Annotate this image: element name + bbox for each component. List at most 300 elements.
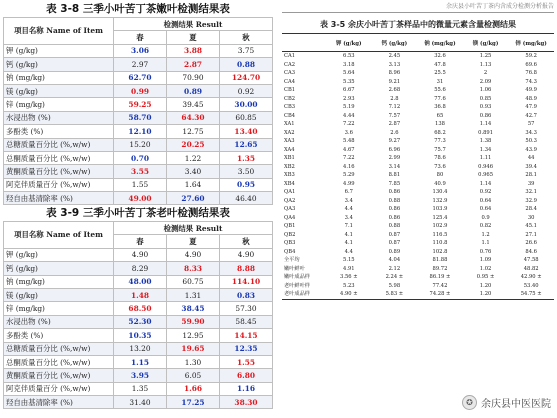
table-cell: 4.90 ±	[340, 291, 358, 298]
table-cell: 76.8	[525, 70, 537, 77]
table-cell: 6.05	[167, 369, 220, 382]
table-cell: 89.72	[432, 265, 448, 272]
table-cell: 42.7	[525, 112, 537, 119]
table-row	[4, 125, 273, 138]
table-cell: 1.22	[167, 151, 220, 164]
wechat-official-account-icon: ✪	[462, 395, 477, 410]
table-cell: 1.25	[479, 53, 492, 60]
table-cell: 48.00	[114, 275, 167, 288]
table-cell: 4.04	[388, 257, 401, 264]
table-row	[4, 302, 273, 315]
table-cell: 103.9	[432, 206, 448, 213]
table-cell: 4.90	[220, 248, 273, 261]
row-label: 多酚类 (%)	[4, 125, 114, 138]
table-cell: 28.1	[525, 172, 537, 179]
table-cell: 12.35	[220, 342, 273, 355]
table-cell: 0.89	[167, 84, 220, 97]
table-cell: 110.8	[432, 240, 448, 247]
table-cell: 48.9	[525, 95, 537, 102]
table-cell: 5.48	[343, 138, 355, 145]
row-label: QA1	[284, 189, 296, 196]
table-cell: 130.4	[432, 189, 448, 196]
table-cell: 60.85	[220, 111, 273, 124]
row-label: XA1	[284, 121, 295, 128]
table-cell: 0.87	[388, 240, 401, 247]
table-cell: 0.965	[478, 172, 493, 179]
table-cell: 0.86	[388, 214, 401, 221]
table-cell: 58.45	[220, 315, 273, 328]
table-row	[282, 86, 554, 95]
table-cell: 40.9	[434, 180, 446, 187]
row-label: CA2	[284, 61, 296, 68]
table-cell: 55.6	[434, 87, 446, 94]
watermark	[462, 395, 551, 410]
table-cell: 30	[527, 214, 535, 221]
row-label: 羟自由基清除率 (%)	[4, 192, 114, 205]
table-cell: 3.14	[388, 163, 401, 170]
season-summer: 夏	[167, 31, 220, 44]
table-cell: 59.25	[114, 98, 167, 111]
table-row	[4, 98, 273, 111]
table-cell: 0.86	[479, 112, 492, 119]
row-label: 总酮质量百分比 (%,w/w)	[4, 355, 114, 368]
table-cell: 2.09	[479, 78, 492, 85]
table-cell: 31	[436, 78, 444, 85]
table-cell: 32.6	[434, 53, 446, 60]
table-row	[4, 44, 273, 57]
table-cell: 9.27	[388, 138, 401, 145]
table-cell: 57.30	[220, 302, 273, 315]
table-cell: 0.89	[388, 248, 401, 255]
table-cell: 3.56 ±	[340, 274, 358, 281]
row-label: 钙 (g/kg)	[4, 58, 114, 71]
table-cell: 2.24 ±	[385, 274, 404, 281]
season-autumn: 秋	[220, 31, 273, 44]
table-3-9-panel	[3, 206, 273, 409]
table-row	[4, 382, 273, 395]
table-cell: 6.80	[220, 369, 273, 382]
season-autumn: 秋	[220, 235, 273, 248]
table-3-5	[282, 33, 554, 300]
table-3-9-body	[4, 248, 273, 409]
table-cell: 1.35	[114, 382, 167, 395]
table-row	[282, 248, 554, 257]
table-cell: 1.64	[167, 178, 220, 191]
table-cell: 0.946	[478, 163, 493, 170]
table-cell: 0.891	[478, 129, 493, 136]
table-cell: 0.93	[479, 104, 492, 111]
table-cell: 1.55	[220, 355, 273, 368]
table-row	[282, 231, 554, 240]
table-cell: 3.95	[114, 369, 167, 382]
table-3-8-body	[4, 44, 273, 205]
table-cell: 5.19	[343, 104, 355, 111]
col-header: 钙 (g/kg)	[372, 34, 418, 52]
table-cell: 4.99	[343, 180, 355, 187]
table-cell: 4.90	[114, 248, 167, 261]
table-cell: 65	[436, 112, 444, 119]
table-row	[282, 222, 554, 231]
table-row	[282, 180, 554, 189]
table-row	[4, 342, 273, 355]
table-cell: 4.1	[344, 240, 353, 247]
row-label: 嫩叶鲜叶	[284, 265, 305, 272]
table-cell: 3.4	[344, 214, 353, 221]
table-row	[4, 275, 273, 288]
row-label: CA1	[284, 53, 296, 60]
table-cell: 0.88	[388, 197, 401, 204]
table-row	[282, 95, 554, 104]
table-row	[282, 154, 554, 163]
row-label: 总糖质量百分比 (%,w/w)	[4, 138, 114, 151]
table-cell: 2.97	[114, 58, 167, 71]
table-row	[282, 188, 554, 197]
row-label: XB3	[284, 172, 295, 179]
table-row	[4, 369, 273, 382]
table-cell: 6.7	[344, 189, 353, 196]
table-row	[282, 290, 554, 299]
table-row	[4, 288, 273, 301]
row-label: CA4	[284, 78, 296, 85]
row-label: 锌 (mg/kg)	[4, 302, 114, 315]
table-cell: 77.42	[432, 282, 448, 289]
table-cell: 114.10	[220, 275, 273, 288]
table-cell: 5.83 ±	[385, 291, 404, 298]
table-3-5-header-row	[282, 34, 554, 52]
row-label: XA4	[284, 146, 295, 153]
table-cell: 4.91	[343, 265, 355, 272]
table-cell: 1.31	[167, 288, 220, 301]
table-cell: 45.1	[525, 223, 537, 230]
table-row	[282, 239, 554, 248]
table-cell: 1.30	[167, 355, 220, 368]
table-cell: 84.6	[525, 248, 537, 255]
table-cell: 48.82	[523, 265, 539, 272]
table-cell: 102.9	[432, 223, 448, 230]
row-label: 水浸出物 (%)	[4, 111, 114, 124]
row-label: 黄酮质量百分比 (%,w/w)	[4, 369, 114, 382]
table-cell: 3.75	[220, 44, 273, 57]
table-cell: 8.29	[114, 262, 167, 275]
table-cell: 0.82	[479, 223, 492, 230]
row-label: 钙 (g/kg)	[4, 262, 114, 275]
table-row	[282, 265, 554, 274]
table-cell: 28.4	[525, 206, 537, 213]
table-cell: 59.90	[167, 315, 220, 328]
table-3-5-panel	[282, 2, 554, 300]
report-header-note: 余庆县小叶苦丁茶内含成分检测分析报告	[282, 2, 554, 13]
table-cell: 0.92	[220, 84, 273, 97]
table-row	[282, 103, 554, 112]
row-label: 总酮质量百分比 (%,w/w)	[4, 151, 114, 164]
table-row	[4, 192, 273, 205]
table-cell: 69.6	[525, 61, 537, 68]
row-label: QB3	[284, 240, 296, 247]
table-cell: 12.10	[114, 125, 167, 138]
table-cell: 2.6	[390, 129, 399, 136]
table-cell: 4.90	[167, 248, 220, 261]
table-cell: 74.3	[525, 78, 537, 85]
row-label: 阿克伴质量百分 (%,w/w)	[4, 178, 114, 191]
table-row	[282, 171, 554, 180]
table-cell: 1.14	[479, 180, 492, 187]
table-cell: 1.48	[114, 288, 167, 301]
table-cell: 81.88	[432, 257, 448, 264]
row-label: 锌 (mg/kg)	[4, 98, 114, 111]
table-cell: 0.87	[388, 231, 401, 238]
table-cell: 5.15	[343, 257, 355, 264]
table-row	[282, 256, 554, 265]
table-cell: 1.20	[479, 282, 492, 289]
row-label: XB2	[284, 163, 295, 170]
table-3-8-caption: 表 3-8 三季小叶苦丁茶嫩叶检测结果表	[46, 3, 230, 15]
table-cell: 75.7	[434, 146, 446, 153]
table-cell: 50.3	[525, 138, 537, 145]
table-cell: 3.18	[343, 61, 355, 68]
row-label: 老叶成品样	[284, 291, 310, 298]
table-cell: 1.34	[479, 146, 492, 153]
table-3-5-caption: 表 3-5 余庆小叶苦丁茶样品中的微量元素含量检测结果	[319, 20, 517, 29]
table-cell: 116.5	[432, 231, 448, 238]
table-cell: 4.4	[344, 248, 353, 255]
table-row	[282, 120, 554, 129]
row-label: CB2	[284, 95, 296, 102]
table-cell: 1.20	[479, 291, 492, 298]
row-label: QA4	[284, 214, 296, 221]
table-cell: 68.50	[114, 302, 167, 315]
table-cell: 12.95	[167, 329, 220, 342]
table-cell: 13.20	[114, 342, 167, 355]
row-label: 总糖质量百分比 (%,w/w)	[4, 342, 114, 355]
col-header	[282, 34, 326, 52]
table-cell: 7.12	[388, 104, 401, 111]
table-cell: 64.30	[167, 111, 220, 124]
table-row	[4, 396, 273, 409]
col-header-name: 项目名称 Name of Item	[4, 18, 114, 45]
col-header: 锌 (mg/kg)	[508, 34, 554, 52]
table-cell: 2.93	[343, 95, 355, 102]
table-cell: 0.95 ±	[476, 274, 495, 281]
table-cell: 138	[435, 121, 445, 128]
table-cell: 86.19 ±	[429, 274, 451, 281]
row-label: XB4	[284, 180, 295, 187]
table-cell: 0.64	[479, 206, 492, 213]
table-cell: 0.88	[388, 223, 401, 230]
table-cell: 0.86	[388, 206, 401, 213]
table-cell: 1.13	[479, 61, 492, 68]
table-cell: 39.45	[167, 98, 220, 111]
table-3-5-body	[282, 52, 554, 300]
table-row	[282, 112, 554, 121]
table-cell: 68.2	[434, 129, 446, 136]
table-cell: 3.4	[344, 197, 353, 204]
table-cell: 1.16	[220, 382, 273, 395]
table-cell: 0.86	[388, 189, 401, 196]
table-row	[282, 214, 554, 223]
table-cell: 32.9	[525, 197, 537, 204]
table-cell: 47.58	[523, 257, 539, 264]
col-header: 镁 (g/kg)	[463, 34, 509, 52]
table-cell: 54.75 ±	[520, 291, 542, 298]
table-cell: 6.96	[388, 146, 401, 153]
table-cell: 1.14	[479, 121, 492, 128]
table-cell: 5.29	[343, 172, 355, 179]
table-cell: 26.6	[525, 240, 537, 247]
table-cell: 1.1	[481, 240, 490, 247]
row-label: 阿克伴质量百分 (%,w/w)	[4, 382, 114, 395]
table-cell: 49.00	[114, 192, 167, 205]
table-cell: 2.8	[390, 95, 399, 102]
table-cell: 1.55	[114, 178, 167, 191]
table-cell: 3.13	[388, 61, 401, 68]
table-cell: 74.28 ±	[429, 291, 451, 298]
table-3-8	[3, 17, 273, 205]
col-header-result: 检测结果 Result	[114, 18, 273, 31]
table-cell: 53.40	[523, 282, 539, 289]
table-row	[4, 111, 273, 124]
table-cell: 12.65	[220, 138, 273, 151]
table-cell: 7.22	[343, 155, 355, 162]
table-row	[4, 71, 273, 84]
table-row	[4, 151, 273, 164]
table-cell: 70.90	[167, 71, 220, 84]
table-cell: 13.40	[220, 125, 273, 138]
table-cell: 52.30	[114, 315, 167, 328]
table-row	[282, 129, 554, 138]
row-label: 钠 (mg/kg)	[4, 275, 114, 288]
row-label: 钾 (g/kg)	[4, 44, 114, 57]
table-row	[282, 163, 554, 172]
row-label: 黄酮质量百分比 (%,w/w)	[4, 165, 114, 178]
table-row	[282, 137, 554, 146]
table-row	[282, 146, 554, 155]
table-cell: 39.4	[525, 163, 537, 170]
table-cell: 1.11	[479, 155, 492, 162]
table-cell: 77.6	[434, 95, 446, 102]
table-cell: 19.65	[167, 342, 220, 355]
table-cell: 102.8	[432, 248, 448, 255]
table-cell: 2	[483, 70, 488, 77]
row-label: QA2	[284, 197, 296, 204]
table-cell: 73.6	[434, 163, 446, 170]
row-label: QA3	[284, 206, 296, 213]
table-cell: 2.87	[388, 121, 401, 128]
table-cell: 30.00	[220, 98, 273, 111]
table-cell: 58.70	[114, 111, 167, 124]
table-cell: 0.9	[481, 214, 490, 221]
table-cell: 77.3	[434, 138, 446, 145]
table-cell: 3.55	[114, 165, 167, 178]
table-row	[4, 178, 273, 191]
row-label: 镁 (g/kg)	[4, 84, 114, 97]
table-cell: 17.25	[167, 396, 220, 409]
row-label: CB3	[284, 104, 296, 111]
table-cell: 0.64	[479, 197, 492, 204]
col-header-name: 项目名称 Name of Item	[4, 222, 114, 249]
row-label: QB1	[284, 223, 296, 230]
table-cell: 4.1	[344, 231, 353, 238]
table-cell: 2.87	[167, 58, 220, 71]
table-row	[4, 248, 273, 261]
table-cell: 47.9	[525, 104, 537, 111]
table-cell: 8.81	[388, 172, 401, 179]
table-cell: 1.15	[114, 355, 167, 368]
table-cell: 57	[527, 121, 535, 128]
table-cell: 5.35	[343, 78, 355, 85]
table-cell: 8.33	[167, 262, 220, 275]
table-cell: 80	[436, 172, 444, 179]
table-cell: 5.98	[388, 282, 401, 289]
row-label: 钠 (mg/kg)	[4, 71, 114, 84]
table-row	[282, 273, 554, 282]
table-cell: 7.57	[388, 112, 401, 119]
table-row	[4, 329, 273, 342]
table-cell: 5.64	[343, 70, 355, 77]
table-cell: 4.16	[343, 163, 355, 170]
row-label: XB1	[284, 155, 295, 162]
table-cell: 6.67	[343, 87, 355, 94]
row-label: QB4	[284, 248, 296, 255]
table-cell: 38.45	[167, 302, 220, 315]
table-cell: 2.68	[388, 87, 401, 94]
row-label: 水浸出物 (%)	[4, 315, 114, 328]
row-label: 多酚类 (%)	[4, 329, 114, 342]
table-cell: 1.66	[167, 382, 220, 395]
table-cell: 8.96	[388, 70, 401, 77]
row-label: 老叶鲜叶样	[284, 282, 310, 289]
table-row	[282, 197, 554, 206]
row-label: CB4	[284, 112, 296, 119]
table-row	[4, 262, 273, 275]
table-cell: 34.3	[525, 129, 537, 136]
table-cell: 3.88	[167, 44, 220, 57]
table-cell: 15.20	[114, 138, 167, 151]
table-cell: 0.85	[479, 95, 492, 102]
table-row	[282, 52, 554, 61]
col-header: 钾 (g/kg)	[326, 34, 372, 52]
table-cell: 0.95	[220, 178, 273, 191]
table-cell: 0.70	[114, 151, 167, 164]
table-row	[282, 78, 554, 87]
table-cell: 3.40	[167, 165, 220, 178]
table-cell: 0.88	[220, 58, 273, 71]
table-cell: 0.76	[479, 248, 492, 255]
row-label: 镁 (g/kg)	[4, 288, 114, 301]
table-cell: 43.9	[525, 146, 537, 153]
table-cell: 6.53	[343, 53, 355, 60]
table-cell: 1.35	[220, 151, 273, 164]
table-cell: 49.9	[525, 87, 537, 94]
table-row	[4, 84, 273, 97]
table-cell: 3.50	[220, 165, 273, 178]
row-label: QB2	[284, 231, 296, 238]
table-cell: 60.75	[167, 275, 220, 288]
table-cell: 44	[527, 155, 535, 162]
table-cell: 1.06	[479, 87, 492, 94]
table-cell: 47.8	[434, 61, 446, 68]
table-row	[4, 138, 273, 151]
table-cell: 78.6	[434, 155, 446, 162]
table-cell: 0.83	[220, 288, 273, 301]
table-cell: 39	[527, 180, 535, 187]
table-cell: 5.23	[343, 282, 355, 289]
season-spring: 春	[114, 31, 167, 44]
table-cell: 42.90 ±	[520, 274, 542, 281]
table-cell: 4.44	[343, 112, 355, 119]
row-label: 羟自由基清除率 (%)	[4, 396, 114, 409]
row-label: XA2	[284, 129, 295, 136]
table-cell: 62.70	[114, 71, 167, 84]
